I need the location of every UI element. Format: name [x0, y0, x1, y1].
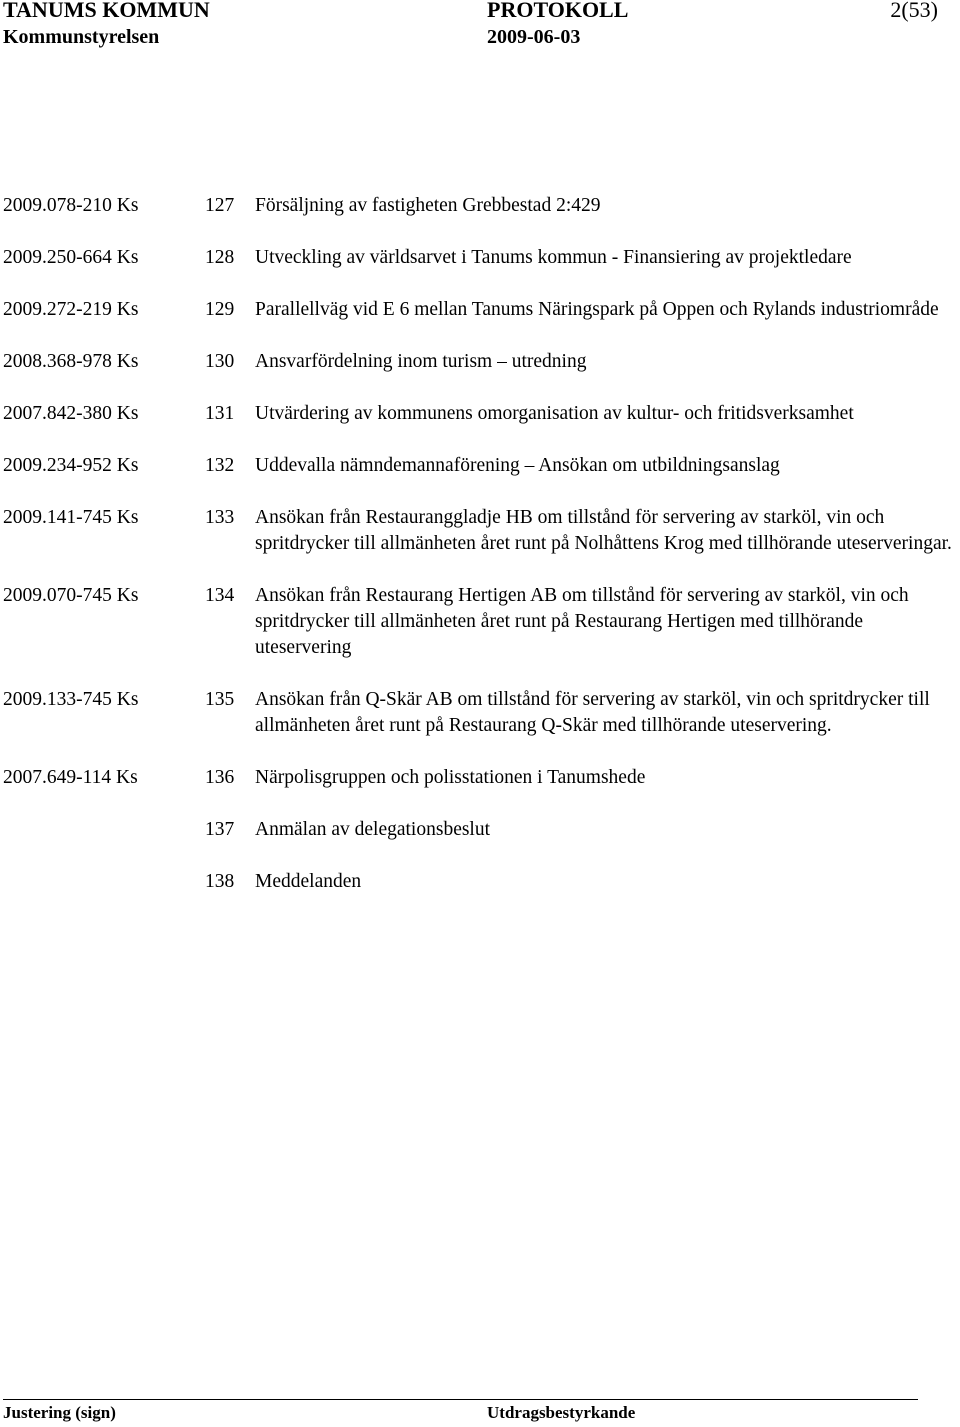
case-number: 2009.250-664 Ks [3, 247, 139, 268]
case-number: 2009.078-210 Ks [3, 195, 139, 216]
agenda-title: Uddevalla nämndemannaförening – Ansökan om utbildningsanslag [255, 455, 780, 476]
agenda-item [0, 349, 960, 375]
paragraph-number: 136 [205, 767, 235, 788]
case-number: 2007.842-380 Ks [3, 403, 139, 424]
case-number: 2007.649-114 Ks [3, 767, 138, 788]
agenda-title: Parallellväg vid E 6 mellan Tanums Näringspark på Oppen och Rylands industriområde [255, 299, 939, 320]
agenda-item [0, 453, 960, 479]
agenda-title: Ansvarfördelning inom turism – utredning [255, 351, 587, 372]
certification-label: Utdragsbestyrkande [487, 1403, 636, 1422]
paragraph-number: 134 [205, 585, 235, 606]
agenda-title: Meddelanden [255, 871, 362, 892]
agenda-title: Närpolisgruppen och polisstationen i Tanumshede [255, 767, 646, 788]
case-number: 2009.234-952 Ks [3, 455, 139, 476]
footer-divider [3, 1399, 918, 1400]
agenda-item [0, 765, 960, 791]
agenda-item [0, 817, 960, 843]
meeting-date: 2009-06-03 [487, 26, 581, 48]
document-type: PROTOKOLL [487, 0, 629, 22]
agenda-item [0, 505, 960, 557]
agenda-title: Anmälan av delegationsbeslut [255, 819, 491, 840]
agenda-item [0, 687, 960, 739]
paragraph-number: 133 [205, 507, 235, 528]
organization-name: TANUMS KOMMUN [3, 0, 210, 22]
agenda-item [0, 583, 960, 661]
agenda-title: Ansökan från Q-Skär AB om tillstånd för servering av starköl, vin och spritdrycker till allmänheten året runt på Restaurang Q-Skär med tillhörande uteservering. [255, 689, 930, 736]
agenda-title: Utveckling av världsarvet i Tanums kommun - Finansiering av projektledare [255, 247, 852, 268]
paragraph-number: 128 [205, 247, 235, 268]
paragraph-number: 132 [205, 455, 235, 476]
agenda-item [0, 245, 960, 271]
paragraph-number: 135 [205, 689, 235, 710]
agenda-list [0, 193, 960, 921]
case-number: 2009.272-219 Ks [3, 299, 139, 320]
agenda-title: Försäljning av fastigheten Grebbestad 2:429 [255, 195, 601, 216]
agenda-item [0, 297, 960, 323]
paragraph-number: 137 [205, 819, 235, 840]
paragraph-number: 129 [205, 299, 235, 320]
paragraph-number: 138 [205, 871, 235, 892]
agenda-item [0, 401, 960, 427]
signature-label: Justering (sign) [3, 1403, 116, 1422]
case-number: 2009.141-745 Ks [3, 507, 139, 528]
agenda-title: Utvärdering av kommunens omorganisation av kultur- och fritidsverksamhet [255, 403, 854, 424]
agenda-title: Ansökan från Restaurang Hertigen AB om tillstånd för servering av starköl, vin och spritdrycker till allmänheten året runt på Restaurang Hertigen med tillhörande uteservering [255, 585, 909, 658]
page-number: 2(53) [890, 0, 938, 22]
paragraph-number: 131 [205, 403, 235, 424]
paragraph-number: 130 [205, 351, 235, 372]
paragraph-number: 127 [205, 195, 235, 216]
page-header [0, 0, 960, 60]
agenda-item [0, 193, 960, 219]
case-number: 2008.368-978 Ks [3, 351, 139, 372]
case-number: 2009.133-745 Ks [3, 689, 139, 710]
committee-name: Kommunstyrelsen [3, 26, 160, 48]
case-number: 2009.070-745 Ks [3, 585, 139, 606]
agenda-item [0, 869, 960, 895]
agenda-title: Ansökan från Restauranggladje HB om tillstånd för servering av starköl, vin och spritdrycker till allmänheten året runt på Nolhåttens Krog med tillhörande uteserveringar. [255, 507, 952, 554]
